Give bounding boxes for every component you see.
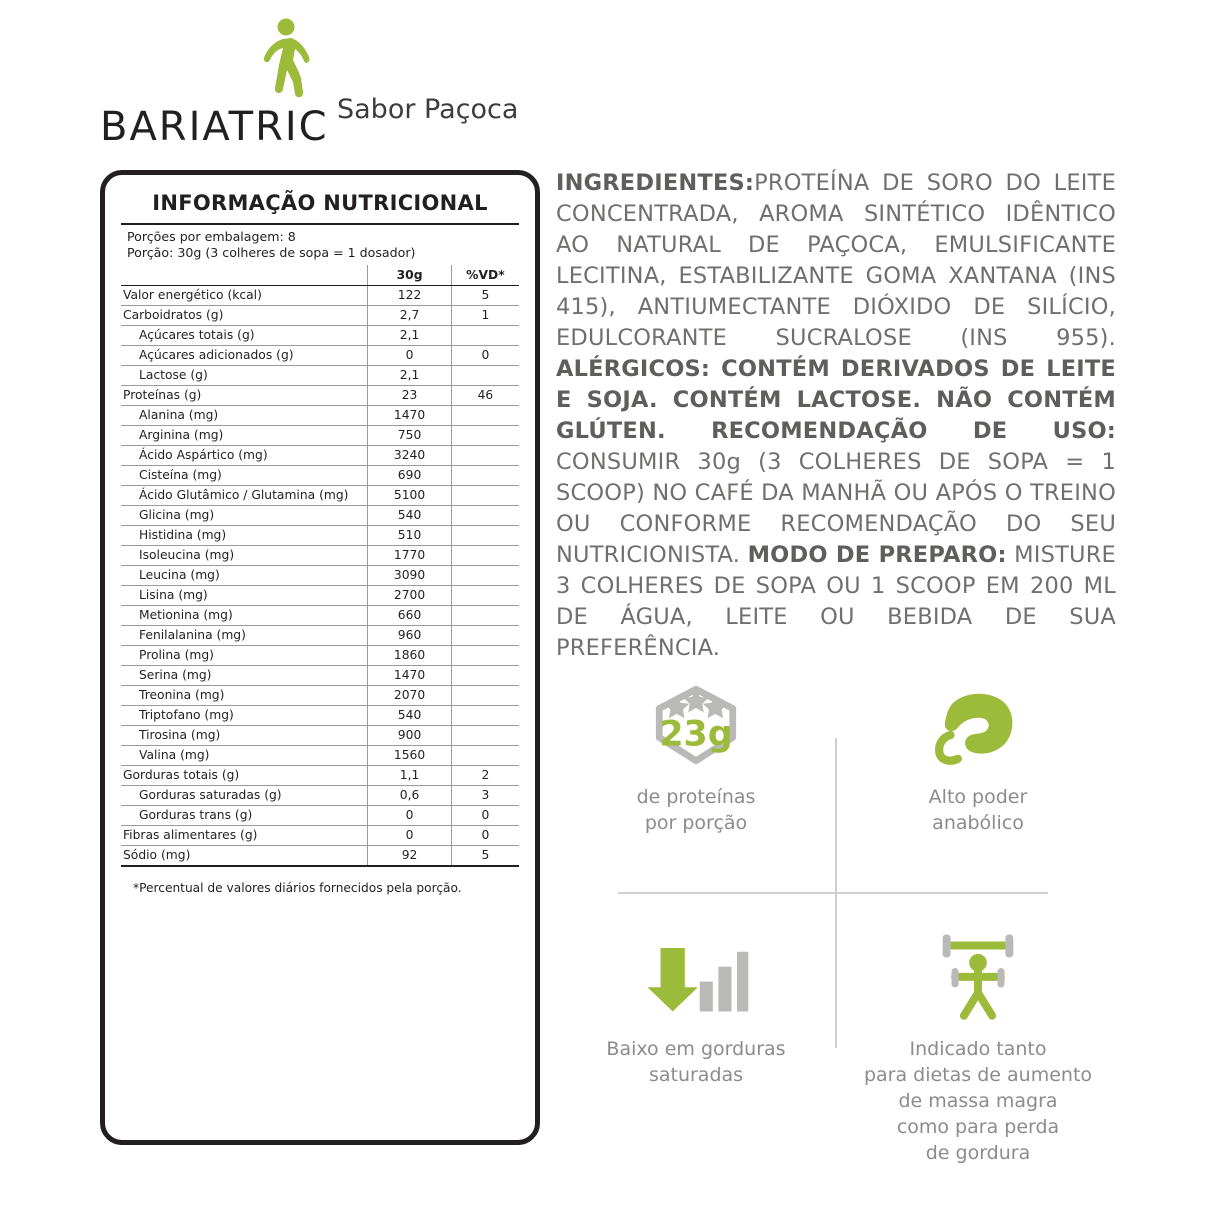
nutrient-name: Serina (mg): [121, 665, 368, 685]
title-divider: [121, 223, 519, 225]
nutrient-daily-value: [451, 485, 519, 505]
nutrient-amount: 3090: [368, 565, 452, 585]
running-person-icon: [255, 18, 311, 100]
table-header-row: [121, 265, 519, 285]
nutrient-amount: 1770: [368, 545, 452, 565]
nutrient-amount: 2,7: [368, 305, 452, 325]
nutrient-name: Metionina (mg): [121, 605, 368, 625]
table-row: [121, 745, 519, 765]
flexed-biceps-icon: [848, 670, 1108, 778]
nutrient-amount: 122: [368, 285, 452, 305]
ingredients-label: INGREDIENTES:: [556, 170, 755, 196]
table-row: [121, 845, 519, 866]
column-header: %VD*: [451, 265, 519, 285]
benefit-low-fat-line2: saturadas: [648, 1064, 744, 1086]
nutrient-amount: 0: [368, 345, 452, 365]
nutrient-name: Alanina (mg): [121, 405, 368, 425]
nutrient-amount: 690: [368, 465, 452, 485]
nutrient-name: Ácido Aspártico (mg): [121, 445, 368, 465]
nutrient-name: Prolina (mg): [121, 645, 368, 665]
nutrient-name: Lactose (g): [121, 365, 368, 385]
nutrient-amount: 92: [368, 845, 452, 866]
nutrient-daily-value: 1: [451, 305, 519, 325]
table-row: [121, 805, 519, 825]
nutrient-daily-value: [451, 565, 519, 585]
benefit-anabolic-line1: Alto poder: [928, 786, 1028, 808]
table-row: [121, 305, 519, 325]
nutrient-daily-value: 2: [451, 765, 519, 785]
ingredients-block: [556, 168, 1116, 664]
nutrient-amount: 0,6: [368, 785, 452, 805]
nutrient-name: Sódio (mg): [121, 845, 368, 866]
table-row: [121, 785, 519, 805]
table-row: [121, 725, 519, 745]
nutrient-daily-value: 5: [451, 845, 519, 866]
product-flavor: Sabor Paçoca: [337, 94, 519, 125]
benefits-horizontal-divider: [618, 892, 1048, 894]
nutrient-amount: 2,1: [368, 365, 452, 385]
benefit-diet-line5: de gordura: [925, 1142, 1031, 1164]
nutrient-daily-value: 0: [451, 825, 519, 845]
nutrient-name: Arginina (mg): [121, 425, 368, 445]
nutrient-name: Glicina (mg): [121, 505, 368, 525]
table-row: [121, 285, 519, 305]
nutrient-name: Gorduras trans (g): [121, 805, 368, 825]
nutrient-daily-value: [451, 445, 519, 465]
nutrient-daily-value: [451, 465, 519, 485]
nutrient-daily-value: 5: [451, 285, 519, 305]
table-row: [121, 345, 519, 365]
low-fat-bars-icon: [566, 922, 826, 1030]
brand-logo: [100, 18, 329, 150]
nutrient-daily-value: [451, 625, 519, 645]
nutrient-daily-value: [451, 525, 519, 545]
nutrient-amount: 1560: [368, 745, 452, 765]
preparation-text: MISTURE 3 COLHERES DE SOPA OU 1 SCOOP EM 200 ML DE ÁGUA, LEITE OU BEBIDA DE SUA PREFERÊNCIA.: [556, 542, 1116, 661]
nutrient-daily-value: [451, 545, 519, 565]
nutrition-title: INFORMAÇÃO NUTRICIONAL: [152, 191, 488, 215]
column-header: [121, 265, 368, 285]
nutrient-name: Histidina (mg): [121, 525, 368, 545]
nutrient-daily-value: [451, 325, 519, 345]
nutrient-name: Valina (mg): [121, 745, 368, 765]
table-row: [121, 485, 519, 505]
nutrient-name: Tirosina (mg): [121, 725, 368, 745]
benefit-protein-line1: de proteínas: [636, 786, 756, 808]
nutrient-amount: 960: [368, 625, 452, 645]
nutrient-daily-value: [451, 705, 519, 725]
benefit-diet-line2: para dietas de aumento: [863, 1064, 1093, 1086]
nutrient-name: Açúcares adicionados (g): [121, 345, 368, 365]
nutrient-daily-value: 0: [451, 805, 519, 825]
nutrient-name: Fibras alimentares (g): [121, 825, 368, 845]
table-row: [121, 585, 519, 605]
nutrition-facts-panel: [100, 170, 540, 1145]
nutrient-daily-value: [451, 665, 519, 685]
nutrient-daily-value: [451, 645, 519, 665]
table-row: [121, 525, 519, 545]
nutrient-amount: 2700: [368, 585, 452, 605]
table-row: [121, 505, 519, 525]
column-header: 30g: [368, 265, 452, 285]
preparation-label: MODO DE PREPARO:: [747, 542, 1007, 568]
benefit-diet-line3: de massa magra: [898, 1090, 1058, 1112]
nutrient-name: Leucina (mg): [121, 565, 368, 585]
nutrient-amount: 2070: [368, 685, 452, 705]
nutrient-amount: 23: [368, 385, 452, 405]
brand-name: BARIATRIC: [100, 104, 329, 150]
nutrient-amount: 750: [368, 425, 452, 445]
benefit-diet-line1: Indicado tanto: [909, 1038, 1047, 1060]
nutrient-amount: 1860: [368, 645, 452, 665]
table-row: [121, 765, 519, 785]
benefit-low-fat-line1: Baixo em gorduras: [606, 1038, 786, 1060]
nutrient-daily-value: [451, 685, 519, 705]
benefit-low-fat: [566, 922, 826, 1088]
benefits-grid: [556, 660, 1116, 1170]
benefit-protein-line2: por porção: [644, 812, 748, 834]
nutrient-amount: 660: [368, 605, 452, 625]
nutrient-daily-value: [451, 585, 519, 605]
table-row: [121, 365, 519, 385]
table-row: [121, 825, 519, 845]
benefit-diet-line4: como para perda: [896, 1116, 1060, 1138]
nutrient-amount: 540: [368, 705, 452, 725]
nutrient-name: Proteínas (g): [121, 385, 368, 405]
table-row: [121, 385, 519, 405]
nutrient-amount: 1,1: [368, 765, 452, 785]
table-row: [121, 405, 519, 425]
servings-per-package: Porções por embalagem: 8: [127, 229, 296, 244]
benefit-diet-indication: [848, 922, 1108, 1166]
nutrient-name: Açúcares totais (g): [121, 325, 368, 345]
protein-badge-icon: [566, 670, 826, 778]
table-row: [121, 665, 519, 685]
nutrient-daily-value: [451, 405, 519, 425]
athlete-figure-icon: [848, 922, 1108, 1030]
nutrient-amount: 1470: [368, 405, 452, 425]
nutrient-amount: 1470: [368, 665, 452, 685]
table-row: [121, 445, 519, 465]
nutrient-name: Treonina (mg): [121, 685, 368, 705]
nutrient-daily-value: 46: [451, 385, 519, 405]
nutrient-daily-value: [451, 725, 519, 745]
brand-header: [100, 18, 519, 150]
ingredients-list: PROTEÍNA DE SORO DO LEITE CONCENTRADA, AROMA SINTÉTICO IDÊNTICO AO NATURAL DE PAÇOCA, EMULSIFICANTE LECITINA, ESTABILIZANTE GOMA XANTANA (INS 415), ANTIUMECTANTE DIÓXIDO DE SILÍCIO, EDULCORANTE SUCRALOSE (INS 955).: [556, 170, 1116, 351]
nutrient-amount: 0: [368, 805, 452, 825]
nutrient-amount: 5100: [368, 485, 452, 505]
nutrient-amount: 900: [368, 725, 452, 745]
serving-size: Porção: 30g (3 colheres de sopa = 1 dosador): [127, 245, 416, 260]
nutrient-name: Gorduras totais (g): [121, 765, 368, 785]
nutrient-daily-value: 3: [451, 785, 519, 805]
nutrient-daily-value: [451, 605, 519, 625]
nutrient-amount: 2,1: [368, 325, 452, 345]
nutrient-daily-value: [451, 425, 519, 445]
benefit-anabolic: [848, 670, 1108, 836]
nutrition-footnote: *Percentual de valores diários fornecidos pela porção.: [133, 880, 462, 895]
nutrient-daily-value: [451, 365, 519, 385]
nutrient-name: Isoleucina (mg): [121, 545, 368, 565]
table-row: [121, 625, 519, 645]
allergens-label: ALÉRGICOS: CONTÉM DERIVADOS DE LEITE E SOJA. CONTÉM LACTOSE. NÃO CONTÉM GLÚTEN. RECOMENDAÇÃO DE USO:: [556, 356, 1116, 444]
table-row: [121, 605, 519, 625]
nutrient-name: Carboidratos (g): [121, 305, 368, 325]
protein-badge-value: 23g: [659, 714, 733, 755]
nutrient-name: Ácido Glutâmico / Glutamina (mg): [121, 485, 368, 505]
nutrient-name: Triptofano (mg): [121, 705, 368, 725]
nutrient-name: Cisteína (mg): [121, 465, 368, 485]
nutrient-amount: 510: [368, 525, 452, 545]
nutrition-table: [121, 265, 519, 867]
table-row: [121, 645, 519, 665]
benefit-protein: [566, 670, 826, 836]
table-row: [121, 545, 519, 565]
nutrient-amount: 0: [368, 825, 452, 845]
nutrient-name: Valor energético (kcal): [121, 285, 368, 305]
nutrient-name: Gorduras saturadas (g): [121, 785, 368, 805]
nutrient-daily-value: 0: [451, 345, 519, 365]
table-row: [121, 325, 519, 345]
nutrient-name: Fenilalanina (mg): [121, 625, 368, 645]
table-row: [121, 425, 519, 445]
nutrient-amount: 540: [368, 505, 452, 525]
nutrient-name: Lisina (mg): [121, 585, 368, 605]
nutrient-amount: 3240: [368, 445, 452, 465]
benefit-anabolic-line2: anabólico: [932, 812, 1024, 834]
nutrient-daily-value: [451, 505, 519, 525]
table-row: [121, 685, 519, 705]
table-row: [121, 705, 519, 725]
nutrient-daily-value: [451, 745, 519, 765]
table-row: [121, 465, 519, 485]
table-row: [121, 565, 519, 585]
usage-text: CONSUMIR 30g (3 COLHERES DE SOPA = 1 SCOOP) NO CAFÉ DA MANHÃ OU APÓS O TREINO OU CONFORME RECOMENDAÇÃO DO SEU NUTRICIONISTA.: [556, 449, 1116, 568]
